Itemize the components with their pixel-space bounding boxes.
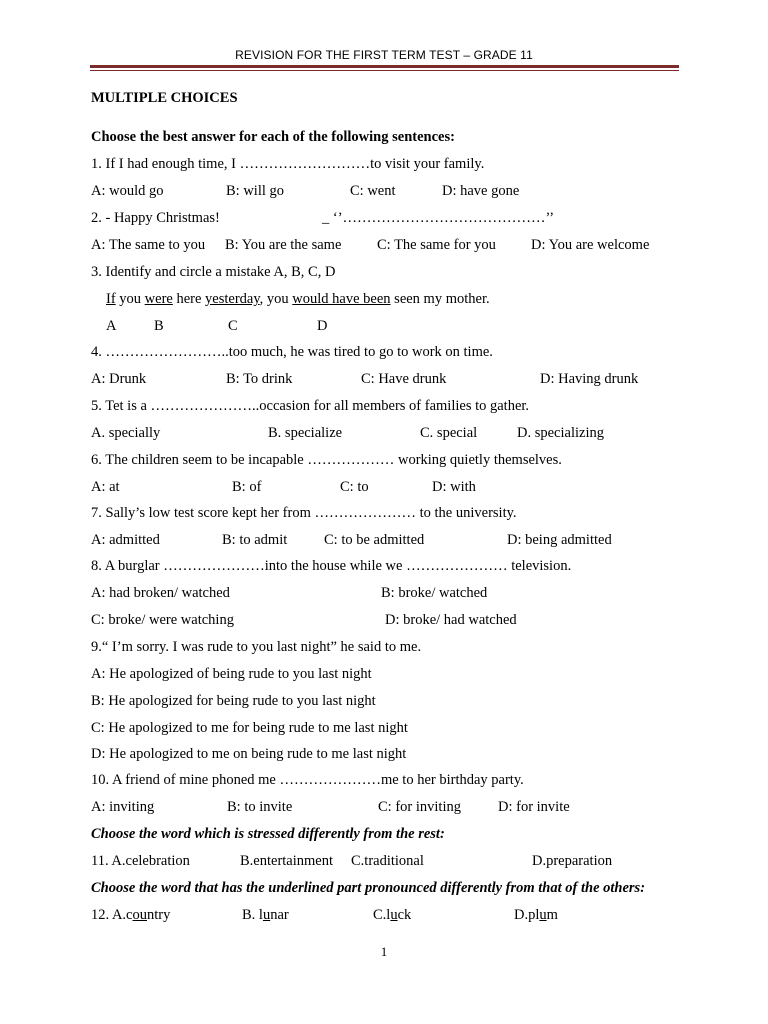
question-3: 3. Identify and circle a mistake A, B, C, D xyxy=(91,264,336,280)
q3-underline-d: would have been xyxy=(292,291,391,307)
q10-option-c: C: for inviting xyxy=(378,799,461,815)
q3-label-d: D xyxy=(317,318,328,334)
q11-option-a: 11. A.celebration xyxy=(91,853,190,869)
question-9: 9.“ I’m sorry. I was rude to you last night” he said to me. xyxy=(91,639,422,655)
q9-option-d: D: He apologized to me on being rude to me last night xyxy=(91,746,407,762)
header-rule-thick xyxy=(90,65,679,68)
q10-option-a: A: inviting xyxy=(91,799,155,815)
q6-option-c: C: to xyxy=(340,479,369,495)
q3-underline-a: If xyxy=(106,291,116,307)
q12-option-a: 12. A.country xyxy=(91,907,171,923)
section-title: MULTIPLE CHOICES xyxy=(91,90,238,106)
q3-label-b: B xyxy=(154,318,164,334)
q4-option-b: B: To drink xyxy=(226,371,293,387)
q12-option-d: D.plum xyxy=(514,907,558,923)
q12-d-underline: u xyxy=(539,907,547,923)
q11-option-b: B.entertainment xyxy=(240,853,334,869)
question-8: 8. A burglar …………………into the house while we ………………… television. xyxy=(91,558,572,574)
q7-option-c: C: to be admitted xyxy=(324,532,425,548)
page-number: 1 xyxy=(380,944,388,959)
q4-option-d: D: Having drunk xyxy=(540,371,639,387)
q3-underline-c: yesterday xyxy=(205,291,260,307)
q9-option-c: C: He apologized to me for being rude to me last night xyxy=(91,720,408,736)
q7-option-b: B: to admit xyxy=(222,532,288,548)
question-1: 1. If I had enough time, I ………………………to visit your family. xyxy=(91,156,485,172)
q4-option-a: A: Drunk xyxy=(91,371,147,387)
q2-option-a: A: The same to you xyxy=(91,237,206,253)
question-7: 7. Sally’s low test score kept her from ………………… to the university. xyxy=(91,505,517,521)
q8-option-a: A: had broken/ watched xyxy=(91,585,230,601)
q9-option-a: A: He apologized of being rude to you last night xyxy=(91,666,372,682)
q6-option-b: B: of xyxy=(232,479,262,495)
question-10: 10. A friend of mine phoned me …………………me to her birthday party. xyxy=(91,772,524,788)
instruction-1: Choose the best answer for each of the following sentences: xyxy=(91,129,455,145)
q5-option-b: B. specialize xyxy=(268,425,343,441)
q12-a-underline: ou xyxy=(132,907,147,923)
q1-option-d: D: have gone xyxy=(442,183,520,199)
q11-option-c: C.traditional xyxy=(351,853,424,869)
q7-option-a: A: admitted xyxy=(91,532,160,548)
q10-option-b: B: to invite xyxy=(227,799,293,815)
q3-label-c: C xyxy=(228,318,238,334)
q12-c-underline: u xyxy=(390,907,398,923)
q1-option-b: B: will go xyxy=(226,183,285,199)
q1-option-a: A: would go xyxy=(91,183,164,199)
instruction-2: Choose the word which is stressed differently from the rest: xyxy=(91,826,445,842)
q6-option-a: A: at xyxy=(91,479,120,495)
q1-option-c: C: went xyxy=(350,183,396,199)
q9-option-b: B: He apologized for being rude to you last night xyxy=(91,693,376,709)
q6-option-d: D: with xyxy=(432,479,476,495)
q8-option-d: D: broke/ had watched xyxy=(385,612,517,628)
page-header: REVISION FOR THE FIRST TERM TEST – GRADE 11 xyxy=(235,48,533,62)
q12-option-c: C.luck xyxy=(373,907,412,923)
q5-option-a: A. specially xyxy=(91,425,161,441)
q5-option-c: C. special xyxy=(420,425,478,441)
q7-option-d: D: being admitted xyxy=(507,532,612,548)
header-rule-thin xyxy=(90,70,679,71)
q3-label-a: A xyxy=(106,318,117,334)
q2-option-d: D: You are welcome xyxy=(531,237,650,253)
q5-option-d: D. specializing xyxy=(517,425,604,441)
q12-b-underline: u xyxy=(262,907,271,923)
q3-underline-b: were xyxy=(144,291,173,307)
question-6: 6. The children seem to be incapable ……………… working quietly themselves. xyxy=(91,452,562,468)
q8-option-c: C: broke/ were watching xyxy=(91,612,234,628)
q10-option-d: D: for invite xyxy=(498,799,570,815)
q11-option-d: D.preparation xyxy=(532,853,613,869)
q8-option-b: B: broke/ watched xyxy=(381,585,488,601)
q2-option-c: C: The same for you xyxy=(377,237,496,253)
question-4: 4. ……………………..too much, he was tired to go to work on time. xyxy=(91,344,493,360)
question-2: 2. - Happy Christmas! xyxy=(91,210,220,226)
q2-option-b: B: You are the same xyxy=(225,237,342,253)
instruction-3: Choose the word that has the underlined part pronounced differently from that of the others: xyxy=(91,880,646,896)
question-5: 5. Tet is a …………………..occasion for all members of families to gather. xyxy=(91,398,530,414)
question-2-blank: _ ‘’……………………………………’’ xyxy=(322,210,555,226)
question-3-sentence: If you were here yesterday, you would have been seen my mother. xyxy=(106,291,490,307)
q12-option-b: B. lunar xyxy=(242,907,289,923)
q4-option-c: C: Have drunk xyxy=(361,371,447,387)
